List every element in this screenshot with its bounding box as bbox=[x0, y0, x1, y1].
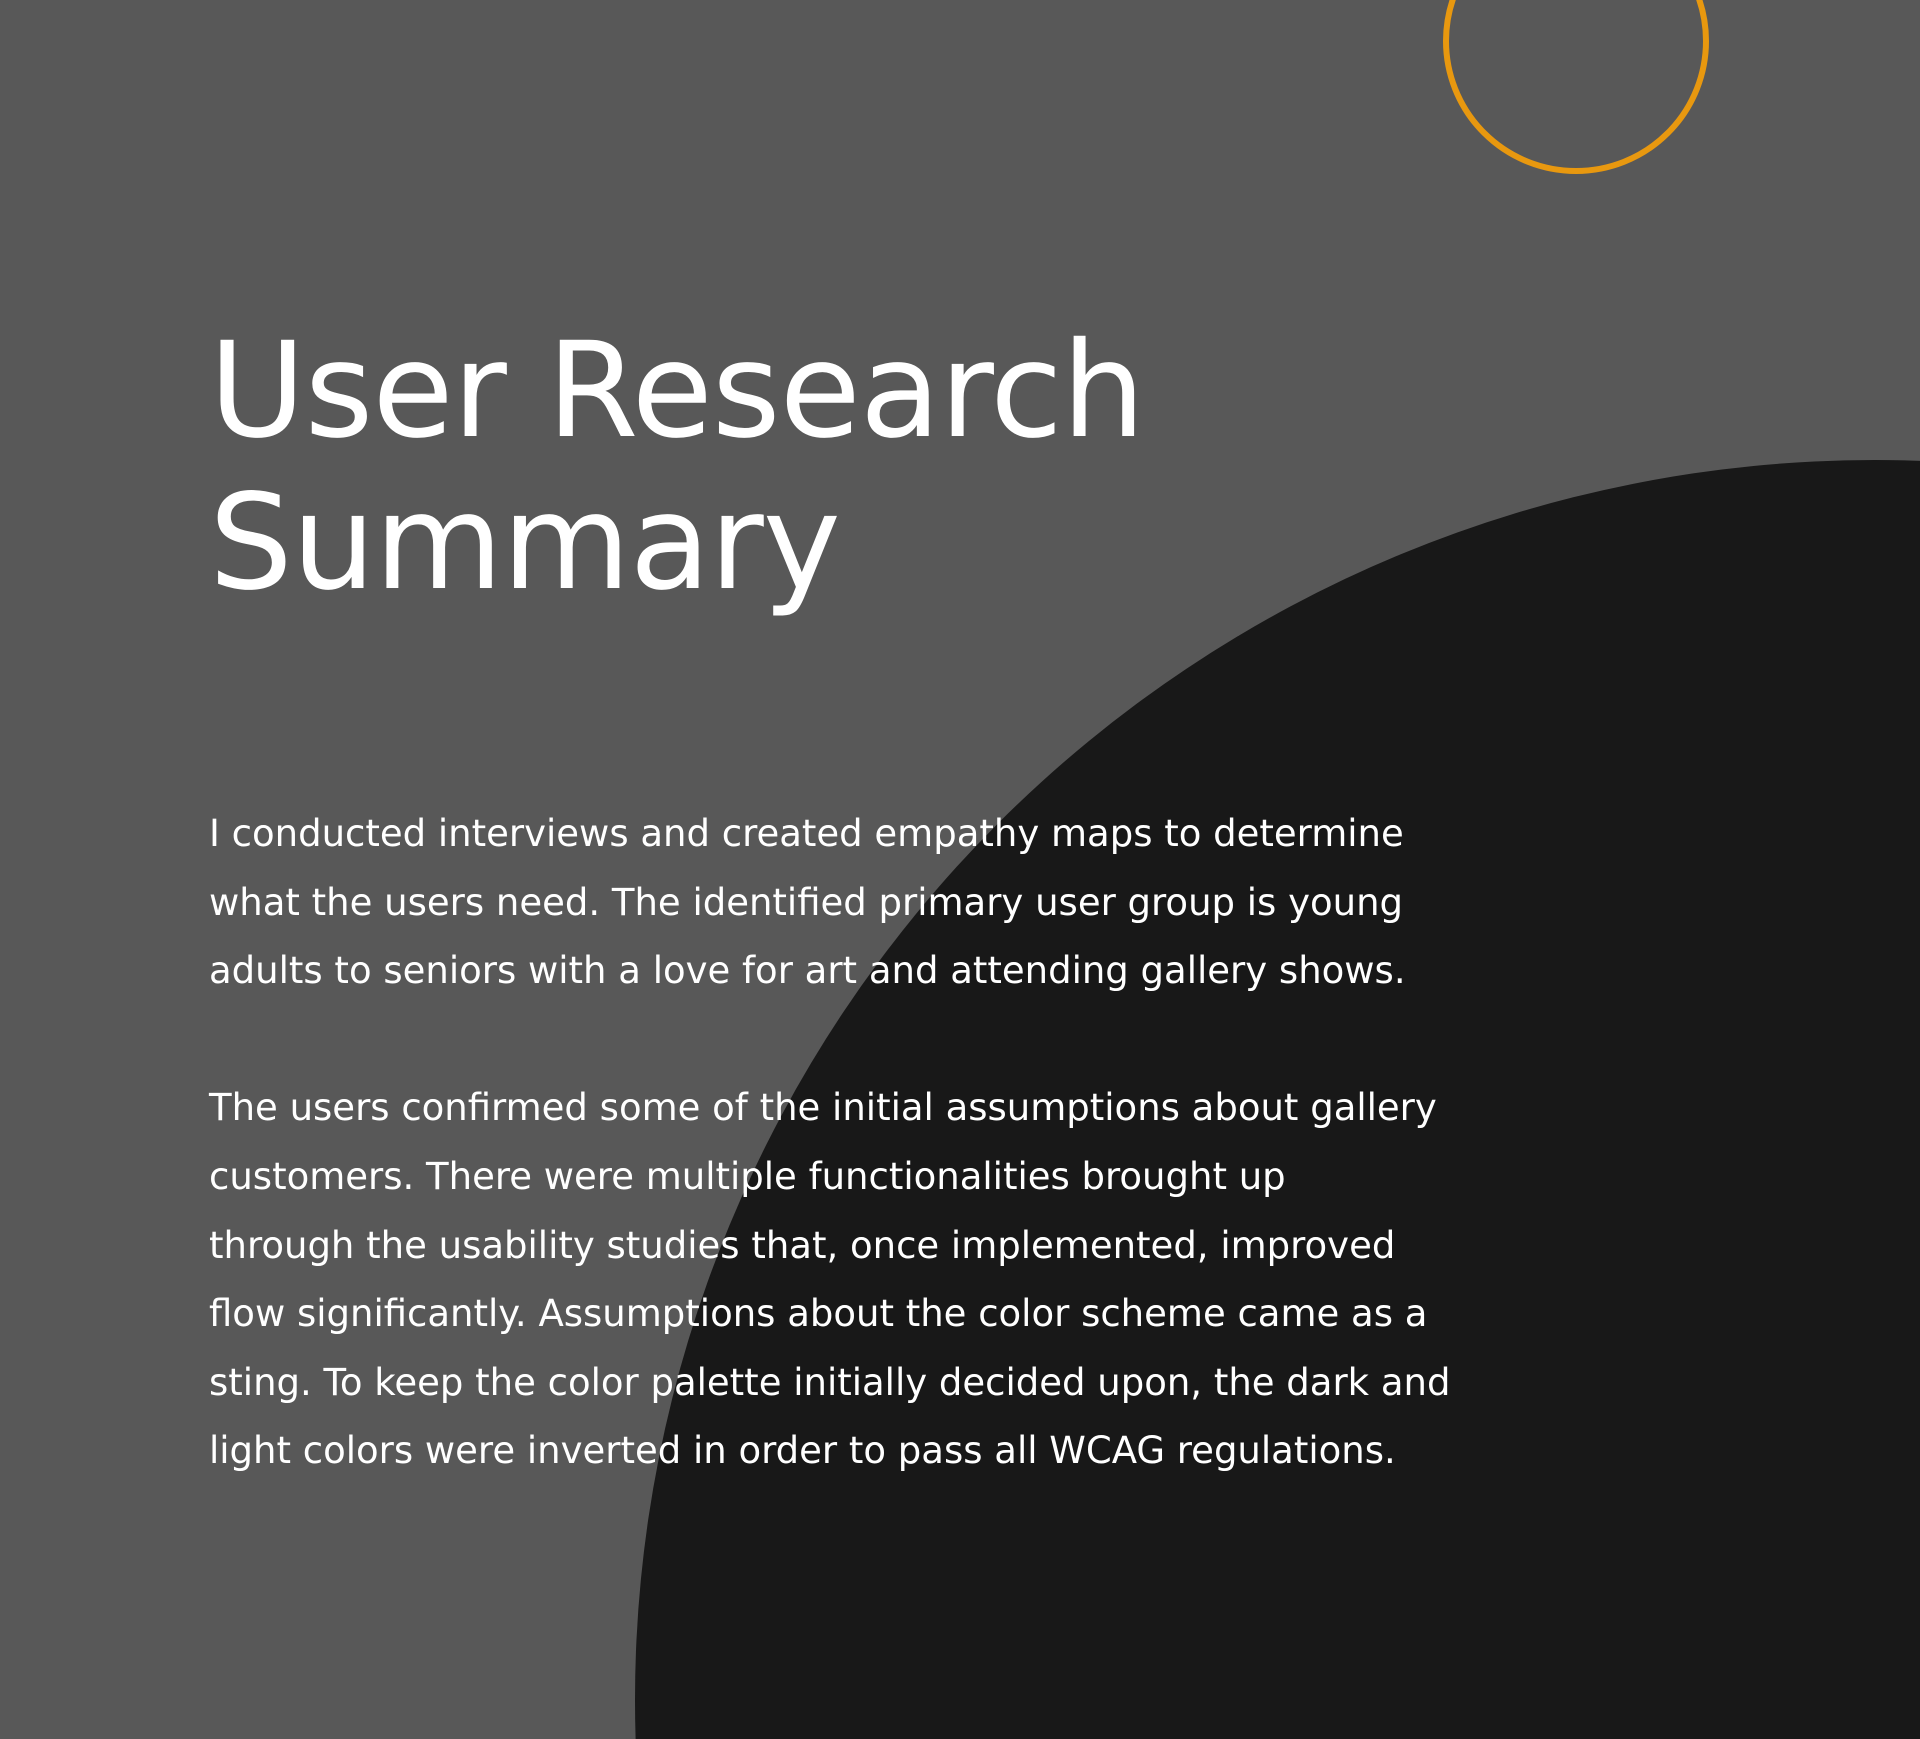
title-line: User Research bbox=[209, 314, 1145, 468]
paragraph-line: light colors were inverted in order to pass all WCAG regulations. bbox=[209, 1429, 1396, 1473]
paragraph-findings bbox=[209, 1074, 1509, 1486]
title-line: Summary bbox=[209, 466, 840, 620]
accent-ring bbox=[1446, 0, 1706, 171]
paragraph-line: flow significantly. Assumptions about the color scheme came as a bbox=[209, 1292, 1428, 1336]
paragraph-line: sting. To keep the color palette initially decided upon, the dark and bbox=[209, 1360, 1451, 1404]
paragraph-line: through the usability studies that, once implemented, improved bbox=[209, 1223, 1396, 1267]
paragraph-line: The users confirmed some of the initial assumptions about gallery bbox=[209, 1086, 1437, 1130]
body-text bbox=[209, 800, 1509, 1486]
paragraph-research-methods bbox=[209, 800, 1509, 1006]
paragraph-line: I conducted interviews and created empathy maps to determine bbox=[209, 812, 1404, 855]
paragraph-line: what the users need. The identified primary user group is young bbox=[209, 880, 1404, 924]
paragraph-line: adults to seniors with a love for art and attending gallery shows. bbox=[209, 949, 1406, 993]
page-title bbox=[209, 315, 1144, 619]
paragraph-line: customers. There were multiple functionalities brought up bbox=[209, 1154, 1286, 1198]
